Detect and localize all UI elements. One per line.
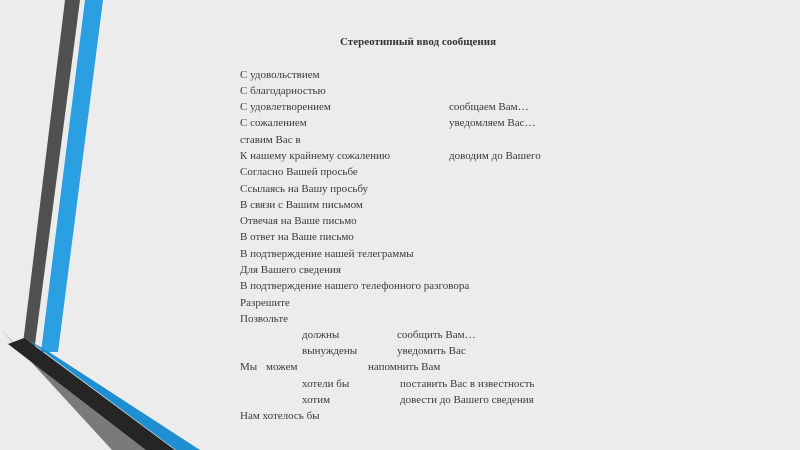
line-text-right: сообщаем Вам… (449, 101, 529, 113)
line-text: хотим (302, 394, 331, 406)
line-text: С благодарностью (240, 85, 326, 97)
line-text-right: поставить Вас в известность (400, 378, 535, 390)
line-text: Ссылаясь на Вашу просьбу (240, 183, 369, 195)
line-text: Нам хотелось бы (240, 410, 320, 422)
line-text: Отвечая на Ваше письмо (240, 215, 357, 227)
line-text: Разрешите (240, 297, 290, 309)
decor-black-stripe (8, 338, 175, 450)
line-text-right: довести до Вашего сведения (400, 394, 534, 406)
line-text: хотели бы (302, 378, 350, 390)
line-text: вынуждены (302, 345, 358, 357)
line-text-mid: можем (266, 361, 298, 373)
line-text: В подтверждение нашей телеграммы (240, 248, 414, 260)
line-text: Мы (240, 361, 258, 373)
line-text: К нашему крайнему сожалению (240, 150, 391, 162)
line-text: С сожалением (240, 117, 307, 129)
line-text: должны (302, 329, 340, 341)
line-text: В связи с Вашим письмом (240, 199, 363, 211)
line-text: Для Вашего сведения (240, 264, 341, 276)
line-text-right: уведомить Вас (397, 345, 466, 357)
line-text-right: доводим до Вашего (449, 150, 541, 162)
line-text-right: уведомляем Вас… (449, 117, 536, 129)
line-text: С удовольствием (240, 69, 320, 81)
line-text: В подтверждение нашего телефонного разговора (240, 280, 470, 292)
line-text: ставим Вас в (240, 134, 301, 146)
line-text-right: сообщить Вам… (397, 329, 476, 341)
line-text: Позвольте (240, 313, 289, 325)
line-text: С удовлетворением (240, 101, 331, 113)
line-text-right: напомнить Вам (368, 361, 441, 373)
slide-title: Стереотипный ввод сообщения (340, 36, 497, 48)
line-text: В ответ на Ваше письмо (240, 231, 354, 243)
line-text: Согласно Вашей просьбе (240, 166, 358, 178)
